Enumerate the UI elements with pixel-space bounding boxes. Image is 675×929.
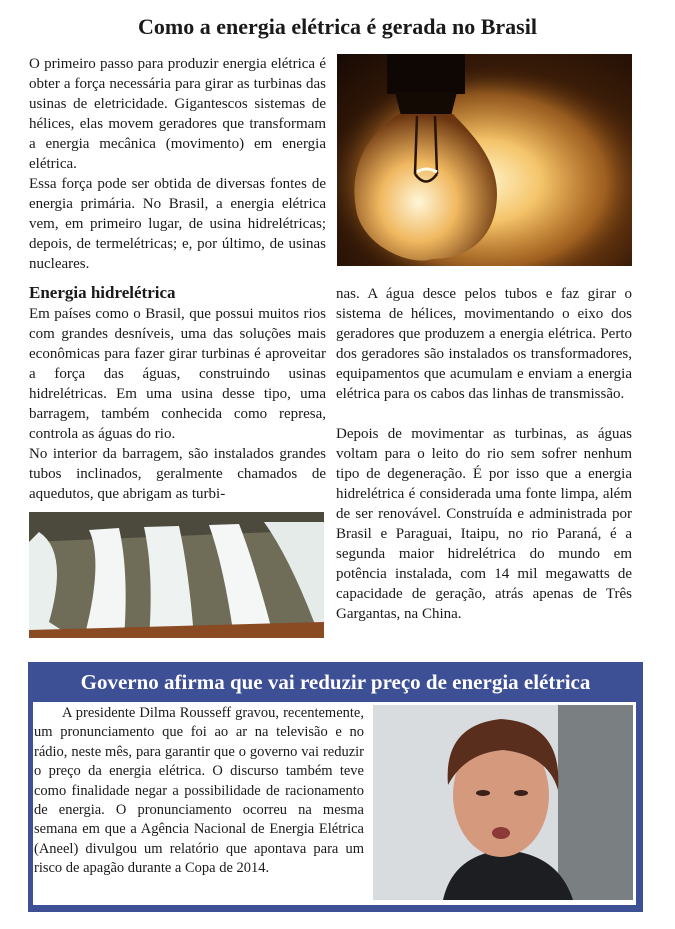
- page-title: Como a energia elétrica é gerada no Brasil: [138, 14, 537, 39]
- right-column: [336, 284, 632, 624]
- hydro-column: [29, 282, 326, 504]
- dam-spillway-illustration: [29, 512, 324, 638]
- president-portrait-photo: [373, 705, 633, 900]
- light-bulb-illustration: [337, 54, 632, 266]
- light-bulb-photo: [337, 54, 632, 266]
- paragraph-gap: [336, 404, 632, 424]
- news-box-body: [33, 702, 636, 905]
- intro-paragraph: O primeiro passo para produzir energia elétrica é obter a força necessária para girar as turbinas das usinas de eletricidade. Gigantescos sistemas de hélices, elas movem geradores que transformam a energia mecânica (movimento) em energia elétrica.: [29, 56, 326, 172]
- news-box-title: Governo afirma que vai reduzir preço de energia elétrica: [80, 670, 591, 694]
- dam-spillway-photo: [29, 512, 324, 638]
- intro-column: [29, 54, 326, 274]
- right-paragraph: Depois de movimentar as turbinas, as águas voltam para o leito do rio sem sofrer nenhum tipo de degeneração. É por isso que a energia hidrelétrica é considerada uma fonte limpa, além de ser renovável. Construída e administrada por Brasil e Paraguai, Itaipu, no rio Paraná, é a segunda maior hidrelétrica do mundo em potência instalada, com 14 mil megawatts de capacidade de geração, atrás apenas de Três Gargantas, na China.: [336, 426, 632, 622]
- hydro-paragraph: No interior da barragem, são instalados grandes tubos inclinados, geralmente chamados de aquedutos, que abrigam as turbi-: [29, 446, 326, 502]
- news-box-text: A presidente Dilma Rousseff gravou, recentemente, um pronunciamento que foi ao ar na televisão e no rádio, neste mês, para garantir que o governo vai reduzir o preço da energia elétrica. O discurso também teve como finalidade negar a possibilidade de racionamento de energia. O pronunciamento ocorreu na mesma semana em que a Agência Nacional de Energia Elétrica (Aneel) divulgou um relatório que apontava para um risco de apagão durante a Copa de 2014.: [34, 705, 364, 877]
- news-box: [28, 662, 643, 912]
- portrait-illustration: [373, 705, 633, 900]
- section-heading: Energia hidrelétrica: [29, 283, 176, 302]
- intro-paragraph: Essa força pode ser obtida de diversas fontes de energia primária. No Brasil, a energia elétrica vem, em primeiro lugar, de usina hidrelétricas; depois, de termelétricas; e, por último, de usinas nucleares.: [29, 176, 326, 272]
- right-paragraph: nas. A água desce pelos tubos e faz girar o sistema de hélices, movimentando o eixo dos geradores que produzem a energia elétrica. Perto dos geradores são instalados os transformadores, equipamentos que acumulam e enviam a energia elétrica para os cabos das linhas de transmissão.: [336, 286, 632, 402]
- hydro-paragraph: Em países como o Brasil, que possui muitos rios com grandes desníveis, uma das soluções mais econômicas para fazer girar turbinas é aproveitar a força das águas, construindo usinas hidrelétricas. Em uma usina desse tipo, uma barragem, também conhecida como represa, controla as águas do rio.: [29, 306, 326, 442]
